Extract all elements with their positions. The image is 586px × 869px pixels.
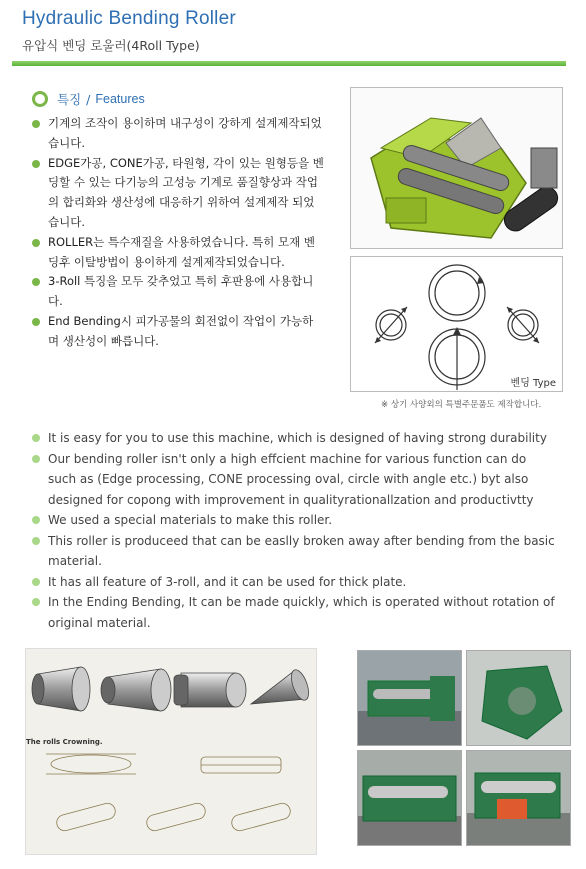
- roll-arrangement-diagram: [351, 257, 562, 391]
- bullet-icon: [32, 278, 40, 286]
- machine-photo-1: [357, 650, 462, 746]
- header-divider: [12, 61, 566, 66]
- diagram-label: 벤딩 Type: [510, 378, 556, 389]
- machine-photo: [350, 87, 563, 249]
- machine-photo-grid: [357, 650, 570, 850]
- crowning-caption: The rolls Crowning.: [26, 738, 103, 746]
- bullet-icon: [32, 516, 40, 524]
- list-item: Our bending roller isn't only a high effcient machine for various function can do such as (Edge processing, CONE processing oval, circle with angle etc.) byt also designed for copong with improvement in qualityrationallzation and productivtty: [32, 449, 557, 511]
- list-item: 기계의 조작이 용이하며 내구성이 강하게 설계제작되었습니다.: [32, 114, 324, 154]
- shapes-crowning-panel: [25, 648, 317, 855]
- list-item: ROLLER는 특수재질을 사용하였습니다. 특히 모재 벤딩후 이탈방법이 용이하게 설계제작되었습니다.: [32, 233, 324, 273]
- machine-photo-4: [466, 750, 571, 846]
- list-item: It has all feature of 3-roll, and it can be used for thick plate.: [32, 572, 557, 593]
- list-item: 3-Roll 특징을 모두 갖추었고 특히 후판용에 사용합니다.: [32, 272, 324, 312]
- bullet-icon: [32, 239, 40, 247]
- circle-bullet-icon: [32, 91, 48, 107]
- page-title: Hydraulic Bending Roller: [22, 8, 236, 29]
- features-heading-en: Features: [95, 92, 145, 106]
- bent-shapes-illustration: [26, 649, 316, 854]
- list-item: End Bending시 피가공물의 회전없이 작업이 가능하며 생산성이 빠릅니다.: [32, 312, 324, 352]
- bullet-icon: [32, 578, 40, 586]
- bullet-icon: [32, 455, 40, 463]
- bullet-icon: [32, 318, 40, 326]
- page-subtitle: 유압식 벤딩 로울러(4Roll Type): [22, 38, 200, 53]
- bullet-icon: [32, 434, 40, 442]
- list-item: EDGE가공, CONE가공, 타원형, 각이 있는 원형등을 벤딩할 수 있는 다기능의 고성능 기계로 품질향상과 작업의 합리화와 생산성에 대응하기 위하여 설계제작 되었습니다.: [32, 154, 324, 233]
- bullet-icon: [32, 598, 40, 606]
- list-item: In the Ending Bending, It can be made quickly, which is operated without rotation of original material.: [32, 592, 557, 633]
- machine-illustration: [351, 88, 562, 248]
- bending-type-diagram: [350, 256, 563, 392]
- machine-photo-2: [466, 650, 571, 746]
- machine-photo-3: [357, 750, 462, 846]
- list-item: This roller is produceed that can be easlly broken away after bending from the basic material.: [32, 531, 557, 572]
- english-feature-list: [32, 428, 557, 633]
- bullet-icon: [32, 120, 40, 128]
- features-heading-sep: /: [86, 91, 91, 107]
- list-item: We used a special materials to make this roller.: [32, 510, 557, 531]
- bullet-icon: [32, 537, 40, 545]
- features-heading: [32, 90, 145, 108]
- features-heading-ko: 특징: [57, 92, 82, 107]
- custom-order-note: ※ 상기 사양외의 특별주문품도 제작합니다.: [381, 400, 542, 410]
- list-item: It is easy for you to use this machine, which is designed of having strong durability: [32, 428, 557, 449]
- korean-feature-list: [32, 114, 324, 352]
- bullet-icon: [32, 160, 40, 168]
